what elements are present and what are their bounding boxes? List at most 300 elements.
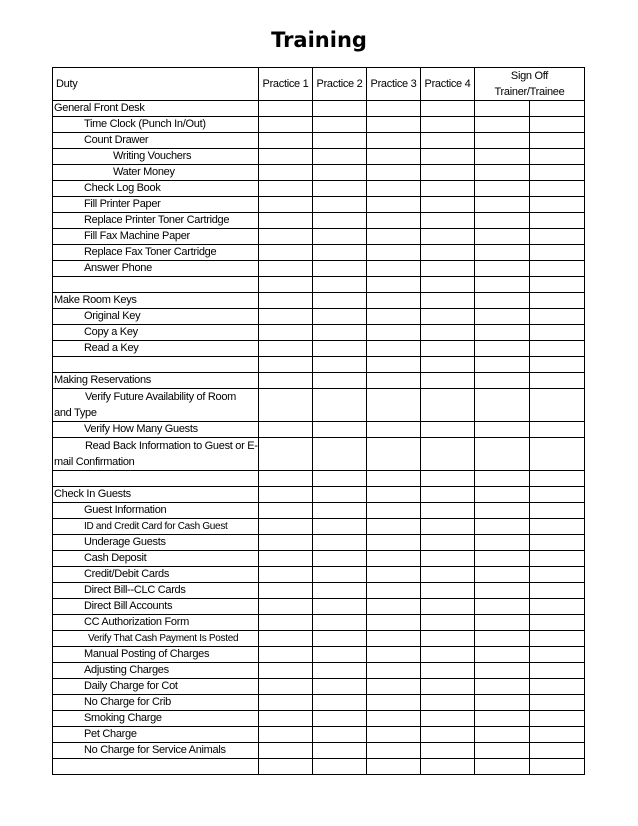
- table-row: [53, 631, 585, 647]
- practice-3-checkbox-cell[interactable]: [367, 615, 421, 631]
- practice-2-checkbox-cell[interactable]: [313, 309, 367, 325]
- practice-4-checkbox-cell[interactable]: [421, 551, 475, 567]
- practice-3-checkbox-cell[interactable]: [367, 229, 421, 245]
- practice-3-checkbox-cell[interactable]: [367, 181, 421, 197]
- practice-1-checkbox-cell[interactable]: [259, 711, 313, 727]
- duty-cell: Writing Vouchers: [53, 149, 259, 165]
- practice-2-checkbox-cell[interactable]: [313, 149, 367, 165]
- practice-2-checkbox-cell[interactable]: [313, 535, 367, 551]
- trainer-signoff-cell[interactable]: [475, 165, 530, 181]
- practice-2-checkbox-cell[interactable]: [313, 695, 367, 711]
- trainee-signoff-cell[interactable]: [530, 149, 585, 165]
- practice-3-header: Practice 3: [367, 68, 421, 101]
- practice-2-checkbox-cell[interactable]: [313, 277, 367, 293]
- table-row: [53, 519, 585, 535]
- trainer-signoff-cell[interactable]: [475, 631, 530, 647]
- practice-1-checkbox-cell[interactable]: [259, 197, 313, 213]
- trainee-signoff-cell[interactable]: [530, 422, 585, 438]
- duty-cell: Fill Fax Machine Paper: [53, 229, 259, 245]
- practice-1-checkbox-cell[interactable]: [259, 422, 313, 438]
- trainee-signoff-cell[interactable]: [530, 213, 585, 229]
- trainer-signoff-cell[interactable]: [475, 487, 530, 503]
- practice-1-checkbox-cell[interactable]: [259, 101, 313, 117]
- table-row: [53, 679, 585, 695]
- practice-4-checkbox-cell[interactable]: [421, 341, 475, 357]
- practice-1-checkbox-cell[interactable]: [259, 245, 313, 261]
- table-row: [53, 181, 585, 197]
- practice-2-checkbox-cell[interactable]: [313, 647, 367, 663]
- trainee-signoff-cell[interactable]: [530, 165, 585, 181]
- practice-1-checkbox-cell[interactable]: [259, 759, 313, 775]
- trainee-signoff-cell[interactable]: [530, 695, 585, 711]
- trainer-signoff-cell[interactable]: [475, 422, 530, 438]
- practice-4-checkbox-cell[interactable]: [421, 229, 475, 245]
- practice-2-checkbox-cell[interactable]: [313, 213, 367, 229]
- practice-1-checkbox-cell[interactable]: [259, 583, 313, 599]
- practice-3-checkbox-cell[interactable]: [367, 711, 421, 727]
- trainer-signoff-cell[interactable]: [475, 695, 530, 711]
- practice-3-checkbox-cell[interactable]: [367, 567, 421, 583]
- trainer-signoff-cell[interactable]: [475, 293, 530, 309]
- duty-cell: [53, 357, 259, 373]
- trainer-signoff-cell[interactable]: [475, 727, 530, 743]
- practice-2-checkbox-cell[interactable]: [313, 325, 367, 341]
- trainee-signoff-cell[interactable]: [530, 181, 585, 197]
- practice-3-checkbox-cell[interactable]: [367, 727, 421, 743]
- practice-4-checkbox-cell[interactable]: [421, 535, 475, 551]
- practice-1-checkbox-cell[interactable]: [259, 727, 313, 743]
- practice-3-checkbox-cell[interactable]: [367, 149, 421, 165]
- practice-4-checkbox-cell[interactable]: [421, 503, 475, 519]
- practice-4-checkbox-cell[interactable]: [421, 759, 475, 775]
- practice-4-checkbox-cell[interactable]: [421, 373, 475, 389]
- practice-4-checkbox-cell[interactable]: [421, 567, 475, 583]
- table-row: [53, 149, 585, 165]
- practice-3-checkbox-cell[interactable]: [367, 213, 421, 229]
- practice-1-checkbox-cell[interactable]: [259, 325, 313, 341]
- practice-2-checkbox-cell[interactable]: [313, 293, 367, 309]
- practice-2-checkbox-cell[interactable]: [313, 487, 367, 503]
- trainee-signoff-cell[interactable]: [530, 567, 585, 583]
- practice-1-checkbox-cell[interactable]: [259, 695, 313, 711]
- trainee-signoff-cell[interactable]: [530, 197, 585, 213]
- practice-3-checkbox-cell[interactable]: [367, 357, 421, 373]
- trainer-signoff-cell[interactable]: [475, 261, 530, 277]
- table-row: [53, 599, 585, 615]
- practice-2-checkbox-cell[interactable]: [313, 438, 367, 471]
- practice-4-checkbox-cell[interactable]: [421, 357, 475, 373]
- duty-text: Verify Future Availability of Room: [85, 391, 237, 403]
- trainer-signoff-cell[interactable]: [475, 615, 530, 631]
- practice-2-checkbox-cell[interactable]: [313, 101, 367, 117]
- practice-2-checkbox-cell[interactable]: [313, 133, 367, 149]
- practice-2-checkbox-cell[interactable]: [313, 711, 367, 727]
- trainer-signoff-cell[interactable]: [475, 229, 530, 245]
- practice-4-checkbox-cell[interactable]: [421, 165, 475, 181]
- practice-3-checkbox-cell[interactable]: [367, 422, 421, 438]
- practice-4-checkbox-cell[interactable]: [421, 743, 475, 759]
- trainer-signoff-cell[interactable]: [475, 743, 530, 759]
- trainer-signoff-cell[interactable]: [475, 277, 530, 293]
- trainer-signoff-cell[interactable]: [475, 471, 530, 487]
- trainer-signoff-cell[interactable]: [475, 389, 530, 422]
- practice-1-checkbox-cell[interactable]: [259, 133, 313, 149]
- practice-4-checkbox-cell[interactable]: [421, 213, 475, 229]
- practice-3-checkbox-cell[interactable]: [367, 261, 421, 277]
- trainer-signoff-cell[interactable]: [475, 101, 530, 117]
- practice-4-checkbox-cell[interactable]: [421, 487, 475, 503]
- duty-cell: No Charge for Service Animals: [53, 743, 259, 759]
- practice-1-checkbox-cell[interactable]: [259, 229, 313, 245]
- trainer-signoff-cell[interactable]: [475, 373, 530, 389]
- practice-4-checkbox-cell[interactable]: [421, 117, 475, 133]
- trainee-signoff-cell[interactable]: [530, 438, 585, 471]
- duty-cell: Check In Guests: [53, 487, 259, 503]
- practice-3-checkbox-cell[interactable]: [367, 759, 421, 775]
- practice-4-checkbox-cell[interactable]: [421, 245, 475, 261]
- practice-3-checkbox-cell[interactable]: [367, 599, 421, 615]
- duty-cell: Manual Posting of Charges: [53, 647, 259, 663]
- practice-2-checkbox-cell[interactable]: [313, 117, 367, 133]
- duty-cell: Original Key: [53, 309, 259, 325]
- trainee-signoff-cell[interactable]: [530, 631, 585, 647]
- practice-1-checkbox-cell[interactable]: [259, 631, 313, 647]
- table-row: [53, 711, 585, 727]
- training-checklist-table: [52, 67, 585, 775]
- trainee-signoff-cell[interactable]: [530, 727, 585, 743]
- practice-1-checkbox-cell[interactable]: [259, 181, 313, 197]
- practice-3-checkbox-cell[interactable]: [367, 133, 421, 149]
- trainee-signoff-cell[interactable]: [530, 663, 585, 679]
- practice-4-checkbox-cell[interactable]: [421, 631, 475, 647]
- practice-3-checkbox-cell[interactable]: [367, 325, 421, 341]
- trainee-signoff-cell[interactable]: [530, 615, 585, 631]
- trainee-signoff-cell[interactable]: [530, 357, 585, 373]
- practice-3-checkbox-cell[interactable]: [367, 471, 421, 487]
- trainer-signoff-cell[interactable]: [475, 438, 530, 471]
- practice-3-checkbox-cell[interactable]: [367, 503, 421, 519]
- practice-3-checkbox-cell[interactable]: [367, 583, 421, 599]
- trainer-signoff-cell[interactable]: [475, 647, 530, 663]
- practice-3-checkbox-cell[interactable]: [367, 165, 421, 181]
- practice-2-checkbox-cell[interactable]: [313, 663, 367, 679]
- table-row: [53, 197, 585, 213]
- practice-4-checkbox-cell[interactable]: [421, 438, 475, 471]
- table-row: [53, 422, 585, 438]
- duty-cell: Check Log Book: [53, 181, 259, 197]
- practice-1-checkbox-cell[interactable]: [259, 373, 313, 389]
- trainee-signoff-cell[interactable]: [530, 487, 585, 503]
- duty-cell: Replace Printer Toner Cartridge: [53, 213, 259, 229]
- trainer-signoff-cell[interactable]: [475, 535, 530, 551]
- trainee-signoff-cell[interactable]: [530, 325, 585, 341]
- table-row: [53, 647, 585, 663]
- practice-1-checkbox-cell[interactable]: [259, 503, 313, 519]
- trainee-signoff-cell[interactable]: [530, 535, 585, 551]
- practice-2-checkbox-cell[interactable]: [313, 631, 367, 647]
- trainee-signoff-cell[interactable]: [530, 743, 585, 759]
- practice-1-header: Practice 1: [259, 68, 313, 101]
- header-row: [53, 68, 585, 101]
- trainer-signoff-cell[interactable]: [475, 759, 530, 775]
- practice-2-checkbox-cell[interactable]: [313, 389, 367, 422]
- practice-4-checkbox-cell[interactable]: [421, 695, 475, 711]
- practice-1-checkbox-cell[interactable]: [259, 341, 313, 357]
- practice-3-checkbox-cell[interactable]: [367, 663, 421, 679]
- trainer-signoff-cell[interactable]: [475, 519, 530, 535]
- trainee-signoff-cell[interactable]: [530, 133, 585, 149]
- duty-cell: [53, 438, 259, 471]
- trainer-signoff-cell[interactable]: [475, 117, 530, 133]
- trainee-signoff-cell[interactable]: [530, 679, 585, 695]
- duty-cell: ID and Credit Card for Cash Guest: [53, 519, 259, 535]
- practice-1-checkbox-cell[interactable]: [259, 277, 313, 293]
- table-row: [53, 615, 585, 631]
- practice-1-checkbox-cell[interactable]: [259, 149, 313, 165]
- practice-3-checkbox-cell[interactable]: [367, 438, 421, 471]
- duty-cell: Copy a Key: [53, 325, 259, 341]
- trainer-signoff-cell[interactable]: [475, 325, 530, 341]
- practice-4-checkbox-cell[interactable]: [421, 101, 475, 117]
- table-row: [53, 663, 585, 679]
- table-row: [53, 438, 585, 471]
- duty-cell: Credit/Debit Cards: [53, 567, 259, 583]
- duty-cell: No Charge for Crib: [53, 695, 259, 711]
- table-row: [53, 551, 585, 567]
- table-row: [53, 389, 585, 422]
- practice-2-checkbox-cell[interactable]: [313, 519, 367, 535]
- practice-3-checkbox-cell[interactable]: [367, 101, 421, 117]
- practice-1-checkbox-cell[interactable]: [259, 519, 313, 535]
- sign-off-label: Sign Off: [510, 70, 549, 82]
- practice-2-checkbox-cell[interactable]: [313, 567, 367, 583]
- trainee-signoff-cell[interactable]: [530, 117, 585, 133]
- table-row: [53, 535, 585, 551]
- practice-1-checkbox-cell[interactable]: [259, 165, 313, 181]
- page-title: Training: [271, 28, 367, 52]
- trainee-signoff-cell[interactable]: [530, 711, 585, 727]
- trainee-signoff-cell[interactable]: [530, 309, 585, 325]
- trainer-signoff-cell[interactable]: [475, 245, 530, 261]
- trainee-signoff-cell[interactable]: [530, 229, 585, 245]
- practice-3-checkbox-cell[interactable]: [367, 487, 421, 503]
- practice-4-header: Practice 4: [421, 68, 475, 101]
- duty-cell: CC Authorization Form: [53, 615, 259, 631]
- table-row: [53, 743, 585, 759]
- trainee-signoff-cell[interactable]: [530, 647, 585, 663]
- table-row: [53, 487, 585, 503]
- practice-1-checkbox-cell[interactable]: [259, 261, 313, 277]
- practice-3-checkbox-cell[interactable]: [367, 389, 421, 422]
- practice-2-checkbox-cell[interactable]: [313, 245, 367, 261]
- trainer-signoff-cell[interactable]: [475, 149, 530, 165]
- practice-3-checkbox-cell[interactable]: [367, 197, 421, 213]
- trainee-signoff-cell[interactable]: [530, 551, 585, 567]
- practice-4-checkbox-cell[interactable]: [421, 181, 475, 197]
- practice-2-checkbox-cell[interactable]: [313, 165, 367, 181]
- table-row: [53, 229, 585, 245]
- trainee-signoff-cell[interactable]: [530, 261, 585, 277]
- practice-1-checkbox-cell[interactable]: [259, 117, 313, 133]
- practice-2-checkbox-cell[interactable]: [313, 357, 367, 373]
- trainee-signoff-cell[interactable]: [530, 471, 585, 487]
- practice-4-checkbox-cell[interactable]: [421, 663, 475, 679]
- table-row: [53, 471, 585, 487]
- trainee-signoff-cell[interactable]: [530, 293, 585, 309]
- practice-1-checkbox-cell[interactable]: [259, 213, 313, 229]
- table-row: [53, 373, 585, 389]
- practice-2-checkbox-cell[interactable]: [313, 551, 367, 567]
- trainer-signoff-cell[interactable]: [475, 599, 530, 615]
- trainee-signoff-cell[interactable]: [530, 599, 585, 615]
- duty-cell: Smoking Charge: [53, 711, 259, 727]
- trainer-signoff-cell[interactable]: [475, 309, 530, 325]
- trainee-signoff-cell[interactable]: [530, 759, 585, 775]
- practice-4-checkbox-cell[interactable]: [421, 261, 475, 277]
- practice-2-checkbox-cell[interactable]: [313, 503, 367, 519]
- practice-3-checkbox-cell[interactable]: [367, 695, 421, 711]
- practice-3-checkbox-cell[interactable]: [367, 309, 421, 325]
- practice-4-checkbox-cell[interactable]: [421, 519, 475, 535]
- table-row: [53, 117, 585, 133]
- practice-3-checkbox-cell[interactable]: [367, 535, 421, 551]
- trainee-signoff-cell[interactable]: [530, 583, 585, 599]
- practice-2-checkbox-cell[interactable]: [313, 181, 367, 197]
- trainee-signoff-cell[interactable]: [530, 519, 585, 535]
- practice-3-checkbox-cell[interactable]: [367, 551, 421, 567]
- practice-4-checkbox-cell[interactable]: [421, 197, 475, 213]
- practice-1-checkbox-cell[interactable]: [259, 357, 313, 373]
- practice-1-checkbox-cell[interactable]: [259, 389, 313, 422]
- practice-4-checkbox-cell[interactable]: [421, 309, 475, 325]
- practice-2-checkbox-cell[interactable]: [313, 341, 367, 357]
- trainee-signoff-cell[interactable]: [530, 389, 585, 422]
- duty-text: Read Back Information to Guest or E-: [85, 440, 258, 452]
- duty-cell: Underage Guests: [53, 535, 259, 551]
- practice-4-checkbox-cell[interactable]: [421, 133, 475, 149]
- practice-4-checkbox-cell[interactable]: [421, 727, 475, 743]
- practice-4-checkbox-cell[interactable]: [421, 615, 475, 631]
- practice-1-checkbox-cell[interactable]: [259, 471, 313, 487]
- practice-2-checkbox-cell[interactable]: [313, 743, 367, 759]
- table-row: [53, 503, 585, 519]
- practice-4-checkbox-cell[interactable]: [421, 277, 475, 293]
- trainer-signoff-cell[interactable]: [475, 567, 530, 583]
- practice-4-checkbox-cell[interactable]: [421, 679, 475, 695]
- trainee-signoff-cell[interactable]: [530, 503, 585, 519]
- practice-3-checkbox-cell[interactable]: [367, 245, 421, 261]
- trainee-signoff-cell[interactable]: [530, 101, 585, 117]
- trainee-signoff-cell[interactable]: [530, 245, 585, 261]
- practice-2-checkbox-cell[interactable]: [313, 229, 367, 245]
- practice-2-checkbox-cell[interactable]: [313, 599, 367, 615]
- practice-2-checkbox-cell[interactable]: [313, 727, 367, 743]
- practice-2-checkbox-cell[interactable]: [313, 261, 367, 277]
- trainer-signoff-cell[interactable]: [475, 551, 530, 567]
- practice-2-checkbox-cell[interactable]: [313, 615, 367, 631]
- practice-1-checkbox-cell[interactable]: [259, 309, 313, 325]
- trainer-signoff-cell[interactable]: [475, 711, 530, 727]
- practice-1-checkbox-cell[interactable]: [259, 663, 313, 679]
- practice-4-checkbox-cell[interactable]: [421, 293, 475, 309]
- practice-1-checkbox-cell[interactable]: [259, 599, 313, 615]
- practice-3-checkbox-cell[interactable]: [367, 679, 421, 695]
- practice-4-checkbox-cell[interactable]: [421, 149, 475, 165]
- practice-3-checkbox-cell[interactable]: [367, 341, 421, 357]
- duty-cell: Make Room Keys: [53, 293, 259, 309]
- practice-3-checkbox-cell[interactable]: [367, 519, 421, 535]
- practice-4-checkbox-cell[interactable]: [421, 471, 475, 487]
- trainer-signoff-cell[interactable]: [475, 663, 530, 679]
- trainer-signoff-cell[interactable]: [475, 503, 530, 519]
- trainer-signoff-cell[interactable]: [475, 133, 530, 149]
- practice-2-checkbox-cell[interactable]: [313, 759, 367, 775]
- duty-cell: Read a Key: [53, 341, 259, 357]
- practice-3-checkbox-cell[interactable]: [367, 743, 421, 759]
- practice-4-checkbox-cell[interactable]: [421, 583, 475, 599]
- practice-3-checkbox-cell[interactable]: [367, 293, 421, 309]
- practice-1-checkbox-cell[interactable]: [259, 743, 313, 759]
- duty-header: Duty: [53, 68, 259, 101]
- trainer-signoff-cell[interactable]: [475, 197, 530, 213]
- practice-3-checkbox-cell[interactable]: [367, 631, 421, 647]
- practice-1-checkbox-cell[interactable]: [259, 438, 313, 471]
- trainer-signoff-cell[interactable]: [475, 583, 530, 599]
- practice-1-checkbox-cell[interactable]: [259, 551, 313, 567]
- practice-2-checkbox-cell[interactable]: [313, 373, 367, 389]
- practice-1-checkbox-cell[interactable]: [259, 615, 313, 631]
- practice-2-header: Practice 2: [313, 68, 367, 101]
- practice-4-checkbox-cell[interactable]: [421, 647, 475, 663]
- trainer-signoff-cell[interactable]: [475, 213, 530, 229]
- practice-2-checkbox-cell[interactable]: [313, 422, 367, 438]
- trainee-signoff-cell[interactable]: [530, 277, 585, 293]
- practice-1-checkbox-cell[interactable]: [259, 679, 313, 695]
- duty-cell: Direct Bill Accounts: [53, 599, 259, 615]
- trainer-trainee-label: Trainer/Trainee: [494, 86, 565, 98]
- practice-3-checkbox-cell[interactable]: [367, 647, 421, 663]
- practice-4-checkbox-cell[interactable]: [421, 389, 475, 422]
- practice-1-checkbox-cell[interactable]: [259, 293, 313, 309]
- trainer-signoff-cell[interactable]: [475, 341, 530, 357]
- practice-1-checkbox-cell[interactable]: [259, 647, 313, 663]
- practice-1-checkbox-cell[interactable]: [259, 567, 313, 583]
- practice-1-checkbox-cell[interactable]: [259, 487, 313, 503]
- trainee-signoff-cell[interactable]: [530, 341, 585, 357]
- practice-2-checkbox-cell[interactable]: [313, 197, 367, 213]
- trainee-signoff-cell[interactable]: [530, 373, 585, 389]
- practice-4-checkbox-cell[interactable]: [421, 711, 475, 727]
- duty-cell: Guest Information: [53, 503, 259, 519]
- practice-3-checkbox-cell[interactable]: [367, 117, 421, 133]
- practice-2-checkbox-cell[interactable]: [313, 583, 367, 599]
- practice-4-checkbox-cell[interactable]: [421, 325, 475, 341]
- practice-2-checkbox-cell[interactable]: [313, 471, 367, 487]
- table-row: [53, 695, 585, 711]
- practice-2-checkbox-cell[interactable]: [313, 679, 367, 695]
- trainer-signoff-cell[interactable]: [475, 357, 530, 373]
- trainer-signoff-cell[interactable]: [475, 181, 530, 197]
- practice-1-checkbox-cell[interactable]: [259, 535, 313, 551]
- duty-cell: Time Clock (Punch In/Out): [53, 117, 259, 133]
- trainer-signoff-cell[interactable]: [475, 679, 530, 695]
- practice-4-checkbox-cell[interactable]: [421, 422, 475, 438]
- duty-cell: Answer Phone: [53, 261, 259, 277]
- practice-3-checkbox-cell[interactable]: [367, 373, 421, 389]
- practice-4-checkbox-cell[interactable]: [421, 599, 475, 615]
- duty-cell: Direct Bill--CLC Cards: [53, 583, 259, 599]
- practice-3-checkbox-cell[interactable]: [367, 277, 421, 293]
